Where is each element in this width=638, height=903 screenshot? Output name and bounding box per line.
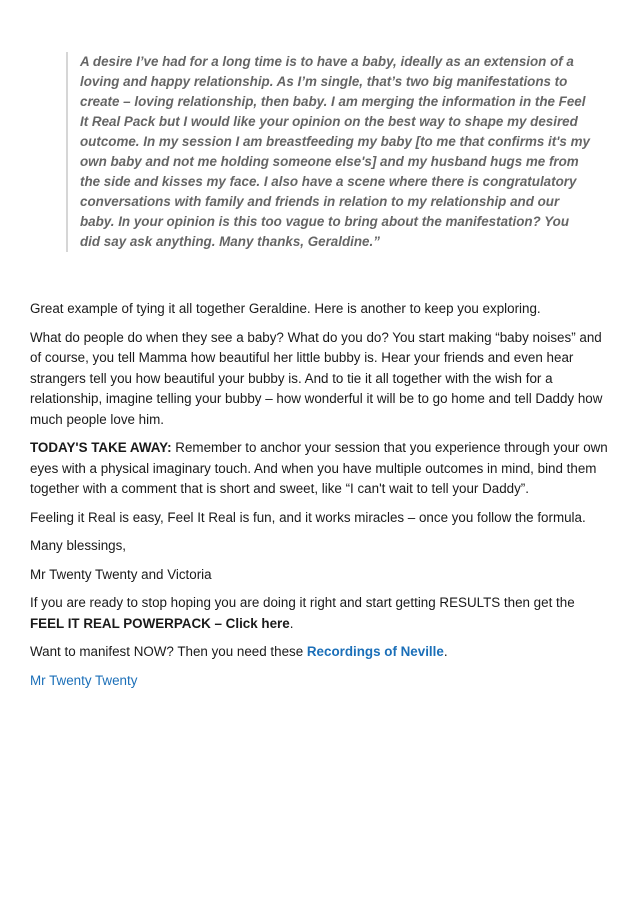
quote-text: A desire I’ve had for a long time is to have a baby, ideally as an extension of a loving and happy relationship. As I’m single, that’s two big manifestations to create – loving relationship, then baby. I am merging the information in the Feel It Real Pack but I would like your opinion on the best way to shape my desired outcome. In my session I am breastfeeding my baby [to me that confirms it's my own baby and not me holding someone else's] and my husband hugs me from the side and kisses my face. I also have a scene where there is congratulatory conversations with family and friends in relation to my relationship and our baby. In your opinion is this too vague to bring about the manifestation? You did say ask anything. Many thanks, Geraldine.” <box>80 54 590 249</box>
takeaway-label: TODAY'S TAKE AWAY: <box>30 440 172 455</box>
paragraph-blessings: Many blessings, <box>30 538 127 553</box>
paragraph-neville <box>30 642 610 663</box>
neville-recordings-link[interactable]: Recordings of Neville <box>306 644 444 659</box>
paragraph-takeaway <box>30 438 610 500</box>
author-link[interactable]: Mr Twenty Twenty <box>30 672 138 688</box>
powerpack-end: . <box>289 615 294 631</box>
blockquote <box>66 52 590 252</box>
paragraph-author-link <box>30 671 610 692</box>
paragraph-feeling: Feeling it Real is easy, Feel It Real is fun, and it works miracles – once you follow the formula. <box>30 509 586 525</box>
neville-end: . <box>443 644 448 659</box>
takeaway-text: Remember to anchor your session that you experience through your own eyes with a physical imaginary touch. And when you have multiple outcomes in mind, bind them together with a comment that is short and sweet, like “I can't wait to tell your Daddy”. <box>30 440 608 496</box>
paragraph-signature: Mr Twenty Twenty and Victoria <box>30 566 212 582</box>
paragraph-intro: Great example of tying it all together Geraldine. Here is another to keep you exploring. <box>30 301 541 316</box>
neville-text: Want to manifest NOW? Then you need these <box>30 644 307 659</box>
powerpack-text: If you are ready to stop hoping you are doing it right and start getting RESULTS then get the <box>30 595 575 610</box>
paragraph-powerpack <box>30 593 610 634</box>
article-body <box>30 299 610 699</box>
powerpack-link[interactable]: FEEL IT REAL POWERPACK – Click here <box>30 615 290 631</box>
paragraph-baby: What do people do when they see a baby? What do you do? You start making “baby noises” and of course, you tell Mamma how beautiful her little bubby is. Hear your friends and even hear strangers tell you how beautiful your bubby is. And to tie it all together with the wish for a relationship, imagine telling your bubby – how wonderful it will be to go home and tell Daddy how much people love him. <box>30 329 603 427</box>
